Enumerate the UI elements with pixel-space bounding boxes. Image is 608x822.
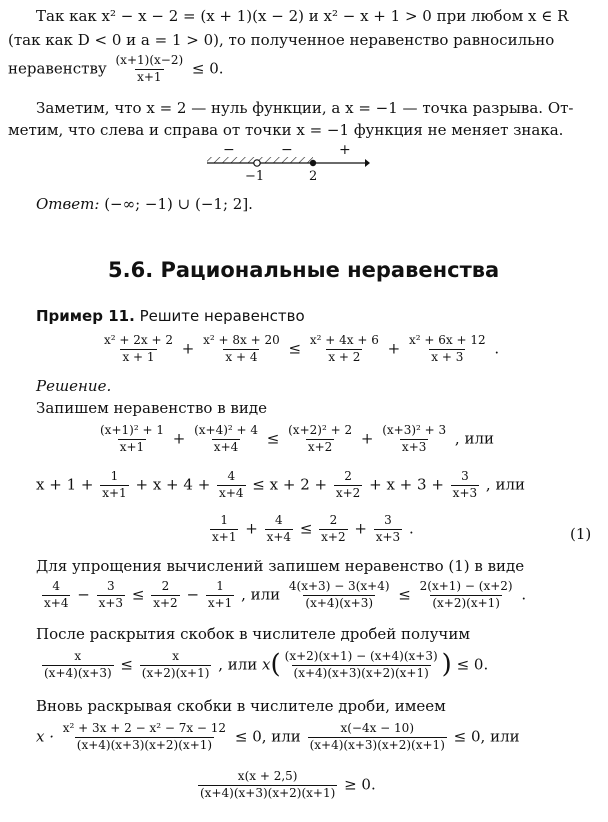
denominator: x+4 (44, 595, 69, 610)
fraction (451, 470, 479, 501)
math-text: . (521, 585, 527, 604)
open-point-icon (254, 160, 260, 166)
fraction (98, 424, 166, 455)
denominator: x+2 (307, 439, 333, 454)
numerator: x² + 2x + 2 (104, 333, 173, 347)
solution-intro: Запишем неравенство в виде (36, 399, 267, 417)
numerator: 2(x+1) − (x+2) (419, 579, 513, 593)
fraction (151, 580, 179, 611)
denominator: (x+4)(x+3)(x+2)(x+1) (76, 737, 213, 752)
fraction (114, 54, 186, 85)
numerator: x(−4x − 10) (340, 721, 414, 735)
fraction (201, 334, 282, 365)
denominator: x + 4 (225, 349, 258, 364)
fraction (61, 722, 228, 753)
denominator: x + 3 (431, 349, 464, 364)
math-text: , или (241, 585, 281, 604)
fraction (206, 580, 234, 611)
equation-d (40, 580, 526, 611)
numerator: 1 (216, 579, 224, 593)
example-heading (36, 308, 305, 325)
solution-label: Решение. (36, 377, 112, 395)
tail: , или (454, 429, 494, 448)
numerator: 2 (161, 579, 170, 593)
fraction (380, 424, 448, 455)
math-text: , или (485, 475, 525, 494)
sign-left: − (223, 142, 235, 158)
math-text: − (186, 585, 200, 604)
fraction (140, 650, 212, 681)
operator: + (181, 339, 195, 358)
numerator: 3 (107, 579, 115, 593)
period: . (494, 339, 500, 358)
denominator: x+1 (102, 485, 127, 500)
fraction (374, 514, 402, 545)
numerator: 2 (344, 469, 352, 483)
math-text: − (77, 585, 90, 604)
fraction (265, 514, 293, 545)
denominator: (x+4)(x+3)(x+2)(x+1) (200, 785, 336, 800)
again-text: Вновь раскрывая скобки в числителе дроби, имеем (36, 697, 446, 715)
numerator: 3 (461, 469, 469, 483)
math-text: , или (218, 655, 258, 674)
denominator: x+3 (452, 485, 478, 500)
simplify-text: Для упрощения вычислений запишем неравенство (1) в виде (36, 557, 525, 575)
math-text: ≥ 0. (344, 775, 376, 794)
numerator: 4 (274, 513, 283, 527)
text: неравенству (8, 59, 107, 78)
equation-f (36, 722, 520, 753)
equation-b (36, 470, 525, 501)
fraction (283, 650, 440, 681)
denominator: x+4 (213, 439, 239, 454)
denominator: (x+4)(x+3)(x+2)(x+1) (309, 737, 445, 752)
math-text: + x + 3 + (369, 475, 444, 494)
math-text: ≤ x + 2 + (252, 475, 328, 494)
denominator: x+2 (153, 595, 178, 610)
fraction (198, 770, 337, 801)
denominator: x+1 (212, 529, 237, 544)
equation-e: $\frac{x}{(x+4)(x+3)}$ ≤ $\frac{x}{(x+2)(x+1)}$ , или x( $\frac{(x+2)(x+1) - (x+4)(x+3)}{(x+4)(x+3)(x+2)(x+1)}$ ) ≤ 0. (44, 649, 489, 680)
numerator: (x+1)² + 1 (100, 423, 164, 437)
example-task: Решите неравенство (139, 307, 305, 325)
fraction (100, 470, 128, 501)
fraction (308, 334, 381, 365)
equation-c: $\frac{1}{x+1}$ + $\frac{4}{x+4}$ ≤ $\frac{2}{x+2}$ + $\frac{3}{x+3}$ . (212, 513, 414, 544)
denominator: x+4 (266, 529, 292, 544)
numerator: 4 (52, 579, 61, 593)
denominator: x+2 (335, 485, 361, 500)
math-text: . (408, 519, 414, 538)
closed-point-icon (310, 160, 316, 166)
math-text: + x + 4 + (135, 475, 211, 494)
paragraph-1-line-2: (так как D < 0 и a = 1 > 0), то полученное неравенство равносильно (8, 31, 555, 49)
fraction (210, 514, 238, 545)
expand-text: После раскрытия скобок в числителе дробей получим (36, 625, 470, 643)
paragraph-1-line-3 (8, 54, 224, 85)
denominator: (x+4)(x+3) (44, 665, 112, 680)
numerator: (x+3)² + 3 (382, 423, 447, 437)
math-text: x · (36, 727, 54, 746)
denominator: x+1 (207, 595, 233, 610)
numerator: x(x + 2,5) (237, 769, 298, 783)
text: ≤ 0. (191, 59, 224, 78)
fraction (308, 722, 447, 753)
denominator: x+3 (401, 439, 427, 454)
denominator: (x+2)(x+1) (141, 665, 210, 680)
axis-arrow-icon (365, 159, 370, 167)
numerator: (x+1)(x−2) (115, 53, 184, 67)
numerator: x² + 8x + 20 (203, 333, 280, 347)
numerator: (x+2)² + 2 (288, 423, 353, 437)
math-text: ≤ (398, 585, 411, 604)
denominator: x+3 (98, 595, 124, 610)
math-text: x (262, 655, 271, 674)
numerator: x (74, 649, 82, 663)
numerator: 1 (110, 469, 119, 483)
denominator: x + 1 (122, 349, 155, 364)
label-minus-one: −1 (245, 169, 265, 184)
numerator: (x+2)(x+1) − (x+4)(x+3) (284, 649, 438, 663)
relation: ≤ (288, 339, 302, 358)
answer-value: (−∞; −1) ∪ (−1; 2]. (104, 195, 253, 213)
fraction (418, 580, 515, 611)
denominator: x+4 (219, 485, 244, 500)
numerator: (x+4)² + 4 (194, 423, 259, 437)
fraction (42, 580, 70, 611)
fraction (286, 424, 354, 455)
fraction (102, 334, 175, 365)
numerator: 3 (384, 513, 392, 527)
fraction (42, 650, 114, 681)
section-title: 5.6. Рациональные неравенства (108, 258, 500, 282)
paragraph-2-line-2: метим, что слева и справа от точки x = −1 функция не меняет знака. (8, 121, 564, 139)
fraction (319, 514, 347, 545)
operator: + (387, 339, 401, 358)
math-text: ≤ (131, 585, 145, 604)
fraction (97, 580, 125, 611)
numerator: 2 (329, 513, 338, 527)
math-text: ≤ (120, 655, 133, 674)
label-two: 2 (309, 169, 318, 184)
answer (36, 196, 253, 213)
denominator: x+1 (137, 69, 162, 84)
sign-middle: − (281, 142, 293, 158)
example-inequality (100, 334, 499, 365)
denominator: x+1 (119, 439, 145, 454)
fraction (192, 424, 260, 455)
sign-right: + (339, 142, 351, 158)
math-text: ≤ 0, или (234, 727, 301, 746)
denominator: x+2 (321, 529, 346, 544)
fraction (407, 334, 488, 365)
paragraph-1-line-1: Так как x² − x − 2 = (x + 1)(x − 2) и x² − x + 1 > 0 при любом x ∈ R (36, 7, 569, 25)
denominator: (x+2)(x+1) (432, 595, 500, 610)
denominator: x+3 (375, 529, 401, 544)
numerator: 4 (227, 469, 236, 483)
denominator: (x+4)(x+3) (305, 595, 374, 610)
equation-g (196, 770, 376, 801)
fraction (217, 470, 245, 501)
numerator: x² + 6x + 12 (409, 333, 486, 347)
math-text: x + 1 + (36, 475, 94, 494)
equation-a: $\frac{\text{(x+1)² + 1}}{x+1}$ + $\frac{\text{(x+4)² + 4}}{x+4}$ ≤ $\frac{\text{(x+2)² + 2}}{x+2}$ + $\frac{\text{(x+3)² + 3}}{x+3}$ , или (100, 423, 494, 454)
math-text: ≤ 0. (456, 655, 489, 674)
number-line (205, 142, 370, 190)
answer-label: Ответ: (36, 195, 100, 213)
fraction (287, 580, 392, 611)
math-text: ≤ 0, или (453, 727, 520, 746)
numerator: x² + 4x + 6 (309, 333, 379, 347)
fraction (334, 470, 362, 501)
equation-number: (1) (570, 525, 592, 543)
numerator: 1 (220, 513, 229, 527)
paragraph-2-line-1: Заметим, что x = 2 — нуль функции, а x = −1 — точка разрыва. От- (36, 99, 574, 117)
example-label: Пример 11. (36, 307, 135, 325)
numerator: x (172, 649, 179, 663)
numerator: x² + 3x + 2 − x² − 7x − 12 (62, 721, 227, 735)
numerator: 4(x+3) − 3(x+4) (288, 579, 390, 593)
denominator: (x+4)(x+3)(x+2)(x+1) (293, 665, 429, 680)
denominator: x + 2 (328, 349, 361, 364)
